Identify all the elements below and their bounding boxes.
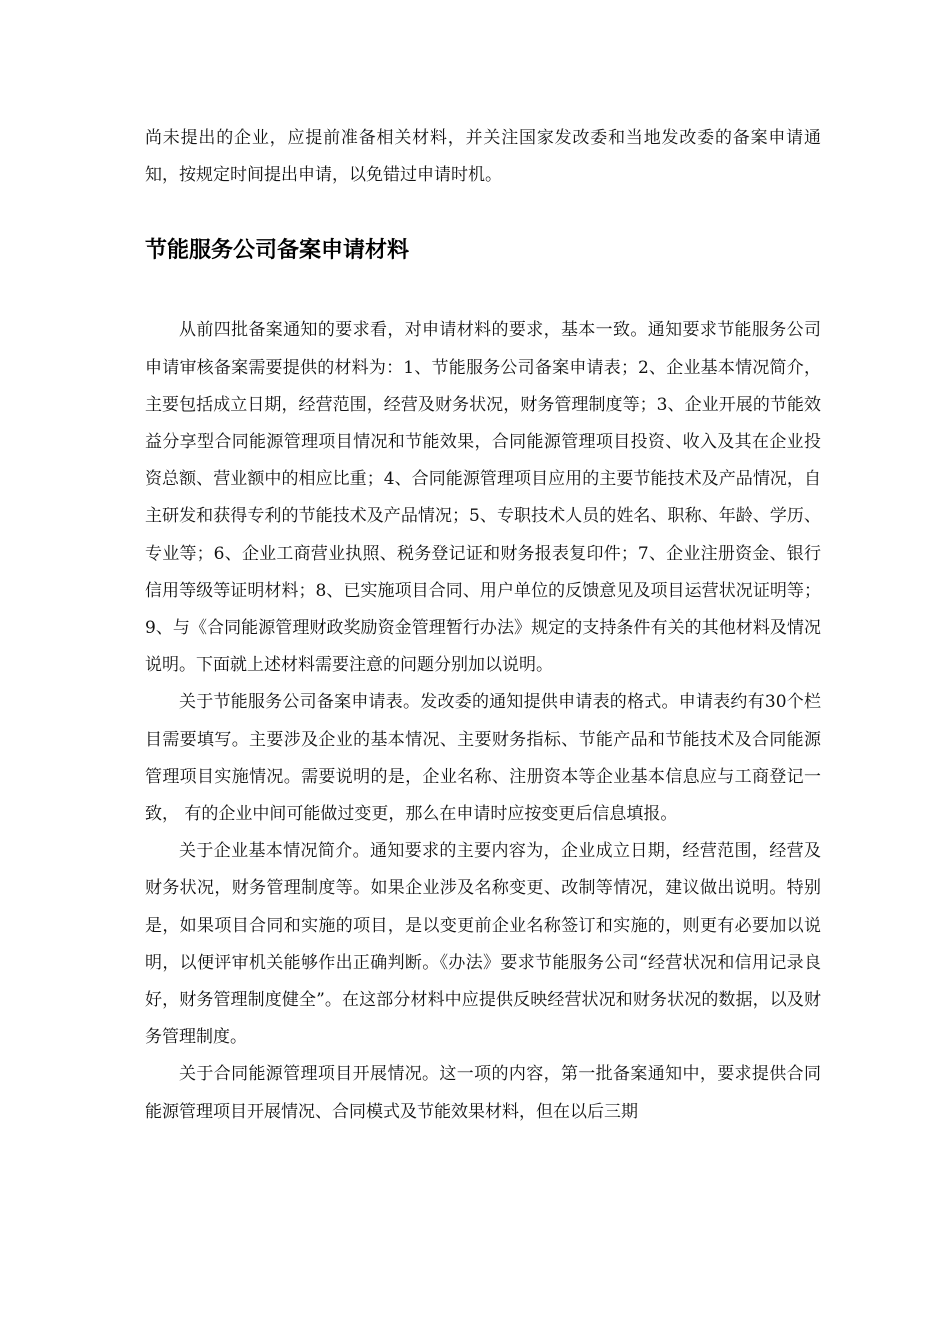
- intro-paragraph: 尚未提出的企业，应提前准备相关材料，并关注国家发改委和当地发改委的备案申请通知，按规定时间提出申请，以免错过申请时机。: [145, 128, 821, 186]
- paragraph-application-form: 关于节能服务公司备案申请表。发改委的通知提供申请表的格式。申请表约有30个栏目需要填写。主要涉及企业的基本情况、主要财务指标、节能产品和节能技术及合同能源管理项目实施情况。需要说明的是，企业名称、注册资本等企业基本信息应与工商登记一致， 有的企业中间可能做过变更，那么在申请时应按变更后信息填报。: [145, 692, 821, 825]
- paragraph-company-profile: 关于企业基本情况简介。通知要求的主要内容为，企业成立日期，经营范围，经营及财务状况，财务管理制度等。如果企业涉及名称变更、改制等情况，建议做出说明。特别是，如果项目合同和实施的项目，是以变更前企业名称签订和实施的，则更有必要加以说明，以便评审机关能够作出正确判断。《办法》要求节能服务公司“经营状况和信用记录良好，财务管理制度健全”。在这部分材料中应提供反映经营状况和财务状况的数据，以及财务管理制度。: [145, 841, 821, 1048]
- document-body: [145, 120, 821, 1131]
- paragraph-materials-list: 从前四批备案通知的要求看，对申请材料的要求，基本一致。通知要求节能服务公司申请审核备案需要提供的材料为：1、节能服务公司备案申请表；2、企业基本情况简介，主要包括成立日期，经营范围，经营及财务状况，财务管理制度等；3、企业开展的节能效益分享型合同能源管理项目情况和节能效果，合同能源管理项目投资、收入及其在企业投资总额、营业额中的相应比重；4、合同能源管理项目应用的主要节能技术及产品情况，自主研发和获得专利的节能技术及产品情况；5、专职技术人员的姓名、职称、年龄、学历、专业等；6、企业工商营业执照、税务登记证和财务报表复印件；7、企业注册资金、银行信用等级等证明材料；8、已实施项目合同、用户单位的反馈意见及项目运营状况证明等；9、与《合同能源管理财政奖励资金管理暂行办法》规定的支持条件有关的其他材料及情况说明。下面就上述材料需要注意的问题分别加以说明。: [145, 320, 821, 676]
- paragraph-project-status: 关于合同能源管理项目开展情况。这一项的内容，第一批备案通知中，要求提供合同能源管理项目开展情况、合同模式及节能效果材料，但在以后三期: [145, 1064, 821, 1122]
- section-heading: 节能服务公司备案申请材料: [145, 238, 410, 264]
